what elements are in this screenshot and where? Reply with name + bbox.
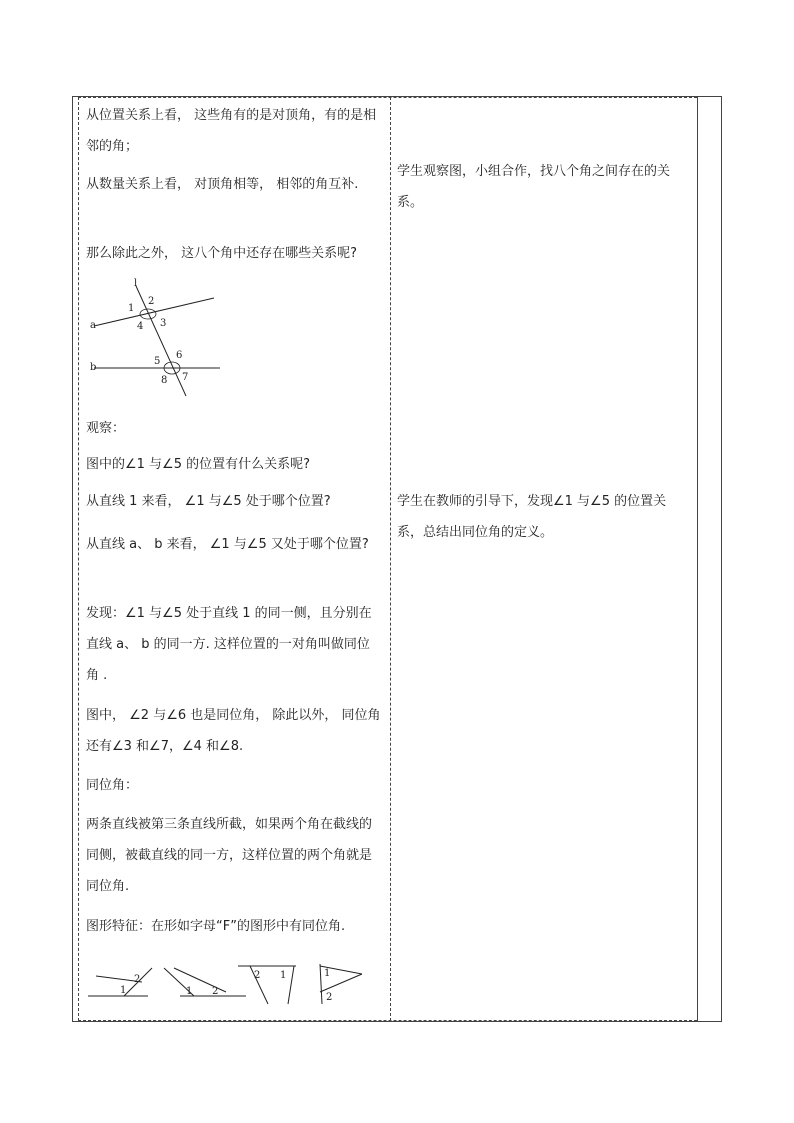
label-angle-3: 3 xyxy=(160,318,167,329)
paragraph-discovery: 发现：∠1 与∠5 处于直线 1 的同一侧，且分别在直线 a、 b 的同一方. 这样位置的一对角叫做同位角 . xyxy=(86,606,372,683)
paragraph-from-lines-ab: 从直线 a、 b 来看， ∠1 与∠5 又处于哪个位置? xyxy=(86,537,369,552)
label-angle-2: 2 xyxy=(148,296,155,307)
shape3-label-1: 1 xyxy=(280,970,287,981)
shape2-label-2: 2 xyxy=(212,986,219,997)
paragraph-question-1-5: 图中的∠1 与∠5 的位置有什么关系呢? xyxy=(86,457,311,472)
right-activity-observe: 学生观察图，小组合作，找八个角之间存在的关系。 xyxy=(397,164,671,210)
label-angle-5: 5 xyxy=(154,356,161,367)
dashed-bottom-border xyxy=(78,1020,697,1021)
label-line-a: a xyxy=(90,320,96,331)
paragraph-question: 那么除此之外， 这八个角中还存在哪些关系呢? xyxy=(86,246,358,261)
dashed-left-border xyxy=(78,97,79,1021)
shape1-label-2: 2 xyxy=(134,974,141,985)
paragraph-figure-feature: 图形特征：在形如字母“F”的图形中有同位角. xyxy=(86,919,346,934)
label-angle-7: 7 xyxy=(182,372,189,383)
label-angle-1: 1 xyxy=(128,303,135,314)
paragraph-definition: 两条直线被第三条直线所截，如果两个角在截线的同侧，被截直线的同一方，这样位置的两个角就是同位角. xyxy=(86,817,373,894)
shape4-label-1: 1 xyxy=(324,968,331,979)
paragraph-position-relation: 从位置关系上看， 这些角有的是对顶角，有的是相邻的角； xyxy=(86,108,377,154)
paragraph-observe: 观察： xyxy=(86,421,126,436)
dashed-top-border xyxy=(78,97,697,98)
shape1-label-1: 1 xyxy=(120,985,127,996)
label-angle-6: 6 xyxy=(176,350,183,361)
label-angle-4: 4 xyxy=(137,321,144,332)
right-activity-discover: 学生在教师的引导下，发现∠1 与∠5 的位置关系，总结出同位角的定义。 xyxy=(397,494,667,540)
paragraph-definition-heading: 同位角： xyxy=(86,778,139,793)
label-line-b: b xyxy=(90,362,97,373)
paragraph-other-corresponding: 图中， ∠2 与∠6 也是同位角， 除此以外， 同位角还有∠3 和∠7，∠4 和∠8. xyxy=(86,708,381,754)
paragraph-quantity-relation: 从数量关系上看， 对顶角相等， 相邻的角互补. xyxy=(86,177,359,192)
transversal-figure xyxy=(86,278,226,400)
paragraph-from-line-1: 从直线 1 来看， ∠1 与∠5 处于哪个位置? xyxy=(86,494,331,509)
shape3-label-2: 2 xyxy=(254,970,261,981)
right-column-border xyxy=(697,96,698,1022)
f-shape-figures xyxy=(84,960,374,1008)
shape4-label-2: 2 xyxy=(326,992,333,1003)
shape2-label-1: 1 xyxy=(186,986,193,997)
label-angle-8: 8 xyxy=(161,375,168,386)
label-line-l: l xyxy=(134,278,138,289)
column-divider xyxy=(390,97,391,1021)
